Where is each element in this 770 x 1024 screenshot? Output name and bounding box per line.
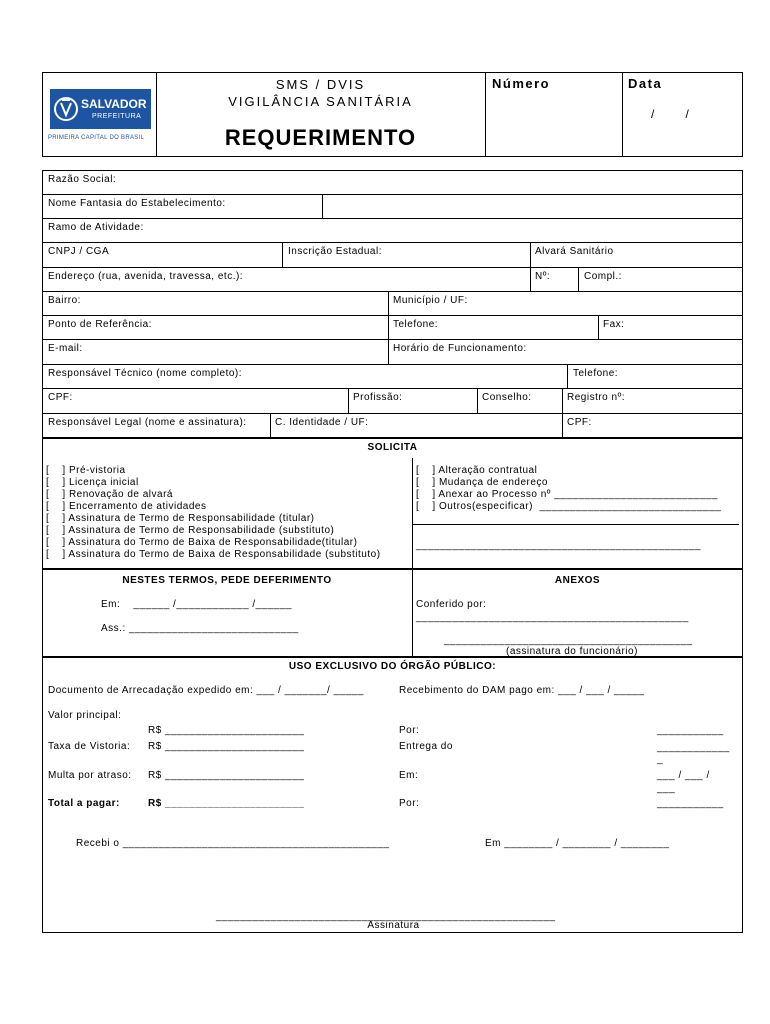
solicita-option[interactable]: [ ] Assinatura do Termo de Baixa de Responsabilidade (substituto) — [46, 549, 381, 560]
funcionario-signature-line[interactable]: _________________________________________ — [444, 635, 693, 646]
assinatura-caption: Assinatura — [367, 920, 420, 931]
solicita-right-rule — [412, 524, 739, 525]
solicita-option[interactable]: [ ] Pré-vistoria — [46, 465, 126, 476]
row-line — [42, 364, 743, 365]
org-line2: VIGILÂNCIA SANITÁRIA — [228, 94, 413, 109]
multa-label: Multa por atraso: — [48, 770, 132, 781]
conselho-field[interactable]: Conselho: — [482, 392, 532, 403]
entrega-line[interactable]: ____________ — [657, 742, 730, 753]
multa-line[interactable]: R$ _______________________ — [148, 770, 305, 781]
row-line — [42, 194, 743, 195]
complemento-field[interactable]: Compl.: — [584, 271, 622, 282]
solicita-option[interactable]: [ ] Encerramento de atividades — [46, 501, 207, 512]
nome-fantasia-field[interactable]: Nome Fantasia do Estabelecimento: — [48, 198, 226, 209]
profissao-field[interactable]: Profissão: — [353, 392, 403, 403]
cnpj-field[interactable]: CNPJ / CGA — [48, 246, 110, 257]
solicita-divider — [412, 458, 413, 569]
conferido-label: Conferido por: — [416, 599, 487, 610]
cell-divider — [477, 388, 478, 413]
solicita-option[interactable]: [ ] Outros(especificar) ______________________________ — [416, 501, 722, 512]
solicita-option[interactable]: [ ] Assinatura de Termo de Responsabilidade (substituto) — [46, 525, 335, 536]
por-line[interactable]: ___________ — [657, 725, 724, 736]
total-line[interactable]: R$ _______________________ — [148, 798, 305, 809]
cell-divider — [530, 267, 531, 291]
valor-principal-label: Valor principal: — [48, 710, 122, 721]
inscricao-estadual-field[interactable]: Inscrição Estadual: — [288, 246, 382, 257]
cell-divider — [282, 242, 283, 267]
recebimento-dam[interactable]: Recebimento do DAM pago em: ___ / ___ / _____ — [399, 685, 645, 696]
telefone-field[interactable]: Telefone: — [393, 319, 439, 330]
data-label: Data — [628, 76, 663, 91]
taxa-vistoria-label: Taxa de Vistoria: — [48, 741, 131, 752]
numero-field[interactable]: Nº: — [535, 271, 551, 282]
solicita-option[interactable]: [ ] Licença inicial — [46, 477, 139, 488]
numero-label: Número — [492, 76, 551, 91]
documento-arrecadacao[interactable]: Documento de Arrecadação expedido em: ___ / _______/ _____ — [48, 685, 364, 696]
registro-field[interactable]: Registro nº: — [567, 392, 626, 403]
bairro-field[interactable]: Bairro: — [48, 295, 81, 306]
responsavel-tecnico-field[interactable]: Responsável Técnico (nome completo): — [48, 368, 243, 379]
responsavel-legal-field[interactable]: Responsável Legal (nome e assinatura): — [48, 417, 247, 428]
deferimento-title: NESTES TERMOS, PEDE DEFERIMENTO — [122, 575, 332, 586]
header-divider-2 — [485, 72, 486, 157]
cpf-rl-field[interactable]: CPF: — [567, 417, 592, 428]
taxa-vistoria-line[interactable]: R$ _______________________ — [148, 741, 305, 752]
logo-sub: PREFEITURA — [92, 113, 142, 120]
row-line — [42, 413, 743, 414]
valor-principal-line[interactable]: R$ _______________________ — [148, 725, 305, 736]
em-label: Em: — [399, 770, 419, 781]
deferimento-date-line[interactable]: Em: ______ /____________ /______ — [101, 599, 292, 610]
cell-divider — [562, 388, 563, 413]
uso-exclusivo-box — [42, 657, 743, 933]
row-line — [42, 315, 743, 316]
por-line-2[interactable]: ___________ — [657, 798, 724, 809]
cell-divider — [578, 267, 579, 291]
alvara-field[interactable]: Alvará Sanitário — [535, 246, 614, 257]
cpf-field[interactable]: CPF: — [48, 392, 73, 403]
email-field[interactable]: E-mail: — [48, 343, 83, 354]
cell-divider — [388, 339, 389, 364]
solicita-option[interactable]: [ ] Mudança de endereço — [416, 477, 548, 488]
row-line — [42, 339, 743, 340]
row-line — [42, 242, 743, 243]
em-date-line-cont: ___ — [657, 783, 676, 794]
por-label: Por: — [399, 725, 420, 736]
municipio-field[interactable]: Município / UF: — [393, 295, 468, 306]
cell-divider — [388, 291, 389, 315]
funcionario-caption: (assinatura do funcionário) — [506, 646, 638, 657]
solicita-option[interactable]: [ ] Alteração contratual — [416, 465, 538, 476]
conferido-line[interactable]: _____________________________________________ — [416, 612, 689, 623]
em-date-line[interactable]: ___ / ___ / — [657, 770, 710, 781]
telefone-rt-field[interactable]: Telefone: — [573, 368, 619, 379]
cell-divider — [348, 388, 349, 413]
ponto-referencia-field[interactable]: Ponto de Referência: — [48, 319, 152, 330]
row-line — [42, 388, 743, 389]
por-label-2: Por: — [399, 798, 420, 809]
fax-field[interactable]: Fax: — [603, 319, 625, 330]
cell-divider — [567, 364, 568, 388]
identidade-field[interactable]: C. Identidade / UF: — [275, 417, 369, 428]
logo-name: SALVADOR — [81, 97, 147, 111]
recebi-date-line[interactable]: Em ________ / ________ / ________ — [485, 838, 670, 849]
cell-divider — [562, 413, 563, 438]
assinatura-line[interactable]: ________________________________________________________ — [216, 911, 556, 922]
header-divider-3 — [622, 72, 623, 157]
solicita-title: SOLICITA — [367, 442, 418, 453]
uso-exclusivo-title: USO EXCLUSIVO DO ÓRGÃO PÚBLICO: — [288, 661, 497, 672]
cell-divider — [598, 315, 599, 339]
row-line — [42, 267, 743, 268]
solicita-option[interactable]: [ ] Assinatura do Termo de Baixa de Responsabilidade(titular) — [46, 537, 358, 548]
deferimento-signature-line[interactable]: Ass.: ____________________________ — [101, 623, 299, 634]
solicita-option[interactable]: [ ] Renovação de alvará — [46, 489, 173, 500]
anexos-title: ANEXOS — [554, 575, 601, 586]
razao-social-field[interactable]: Razão Social: — [48, 174, 117, 185]
horario-field[interactable]: Horário de Funcionamento: — [393, 343, 527, 354]
salvador-logo — [50, 89, 151, 129]
document-title: REQUERIMENTO — [224, 125, 417, 150]
cell-divider — [388, 315, 389, 339]
recebi-line[interactable]: Recebi o ____________________________________________ — [76, 838, 390, 849]
logo-tagline: PRIMEIRA CAPITAL DO BRASIL — [48, 135, 145, 141]
cell-divider — [322, 194, 323, 218]
org-line1: SMS / DVIS — [275, 77, 366, 92]
row-line — [42, 291, 743, 292]
cell-divider — [270, 413, 271, 438]
solicita-option[interactable]: [ ] Assinatura de Termo de Responsabilidade (titular) — [46, 513, 315, 524]
solicita-option[interactable]: [ ] Anexar ao Processo nº ___________________________ — [416, 489, 718, 500]
row-line — [42, 218, 743, 219]
data-value: / / — [651, 107, 690, 121]
total-label: Total a pagar: — [48, 798, 120, 809]
solicita-other-line[interactable]: _______________________________________________ — [416, 540, 701, 551]
cell-divider — [530, 242, 531, 267]
entrega-line-cont: _ — [657, 754, 664, 765]
ramo-atividade-field[interactable]: Ramo de Atividade: — [48, 222, 144, 233]
endereco-field[interactable]: Endereço (rua, avenida, travessa, etc.): — [48, 271, 244, 282]
entrega-label: Entrega do — [399, 741, 453, 752]
